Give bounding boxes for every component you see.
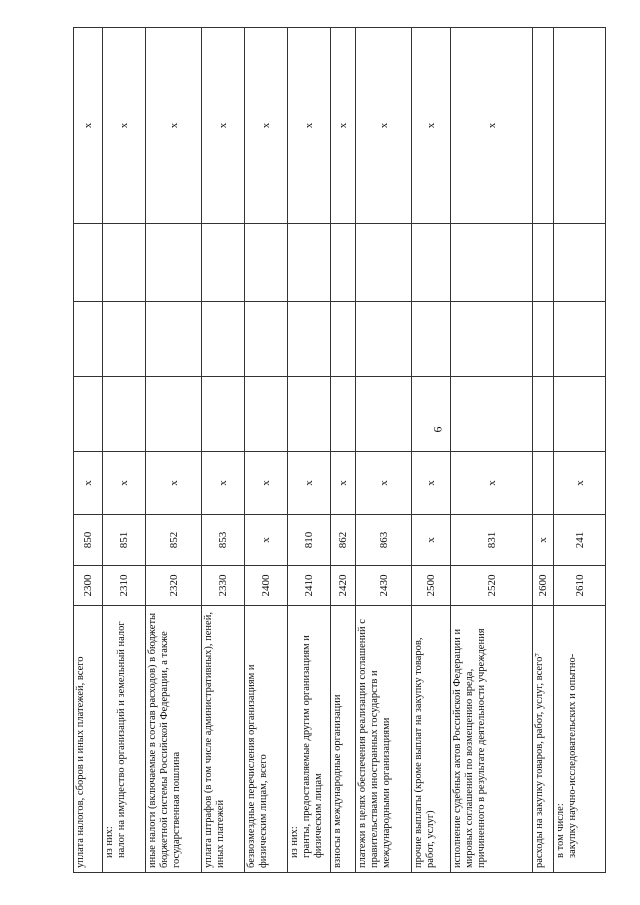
cell-value: x xyxy=(485,480,498,486)
value-cell xyxy=(202,224,245,302)
cell-value: x xyxy=(425,480,437,486)
kosgu-code-cell xyxy=(331,515,356,566)
table-row xyxy=(554,28,606,873)
line-code-cell xyxy=(245,566,288,606)
value-cell xyxy=(146,452,202,515)
value-cell xyxy=(146,28,202,224)
description-cell xyxy=(412,606,451,873)
kosgu-code-cell xyxy=(451,515,533,566)
row-description: налог на имущество организаций и земельный налог xyxy=(116,621,127,858)
table-row xyxy=(202,28,245,873)
line-code: 2320 xyxy=(167,574,180,597)
value-cell xyxy=(288,28,331,224)
value-cell xyxy=(103,452,146,515)
cell-value: x xyxy=(260,480,272,486)
row-description: иные налоги (включаемые в состав расходов) в бюджеты бюджетной системы Российской Федерации, а также государственная пошлина xyxy=(147,612,182,868)
value-cell xyxy=(202,452,245,515)
table-row xyxy=(245,28,288,873)
value-cell xyxy=(554,302,606,377)
value-cell xyxy=(533,28,554,224)
description-cell xyxy=(202,606,245,873)
table-row xyxy=(451,28,533,873)
table-row xyxy=(74,28,103,873)
value-cell xyxy=(533,302,554,377)
value-cell xyxy=(412,224,451,302)
cell-value: x xyxy=(167,480,180,486)
cell-value: x xyxy=(118,122,130,129)
value-cell xyxy=(245,224,288,302)
value-cell xyxy=(356,452,412,515)
value-cell xyxy=(74,28,103,224)
line-code: 2310 xyxy=(118,574,130,597)
line-code: 2610 xyxy=(573,574,586,597)
line-code: 2420 xyxy=(337,574,349,597)
cell-value: x xyxy=(303,480,315,486)
value-cell xyxy=(146,302,202,377)
line-code-cell xyxy=(533,566,554,606)
value-cell xyxy=(554,377,606,452)
kosgu-code-cell xyxy=(356,515,412,566)
table-row xyxy=(288,28,331,873)
cell-value: x xyxy=(337,480,349,486)
kosgu-code: 241 xyxy=(573,531,586,549)
line-code-cell xyxy=(412,566,451,606)
kosgu-code: x xyxy=(537,537,549,543)
kosgu-code: 852 xyxy=(167,531,180,549)
line-code-cell xyxy=(288,566,331,606)
value-cell xyxy=(146,377,202,452)
value-cell xyxy=(288,377,331,452)
cell-value: x xyxy=(118,480,130,486)
kosgu-code-cell xyxy=(103,515,146,566)
page-number: 6 xyxy=(430,426,445,433)
description-cell xyxy=(451,606,533,873)
cell-value: x xyxy=(377,480,390,486)
value-cell xyxy=(412,452,451,515)
kosgu-code-cell xyxy=(412,515,451,566)
value-cell xyxy=(412,377,451,452)
description-cell xyxy=(74,606,103,873)
value-cell xyxy=(451,28,533,224)
kosgu-code: 831 xyxy=(485,531,498,549)
value-cell xyxy=(554,224,606,302)
budget-table-container xyxy=(73,28,605,873)
value-cell xyxy=(245,452,288,515)
description-cell xyxy=(288,606,331,873)
cell-value: x xyxy=(82,480,94,486)
kosgu-code: x xyxy=(425,537,437,543)
cell-value: x xyxy=(485,122,498,129)
value-cell xyxy=(202,28,245,224)
table-row xyxy=(412,28,451,873)
cell-value: x xyxy=(82,122,94,129)
value-cell xyxy=(356,377,412,452)
cell-value: x xyxy=(377,122,390,129)
value-cell xyxy=(202,377,245,452)
kosgu-code: 862 xyxy=(337,531,349,549)
row-description: исполнение судебных актов Российской Федерации и мировых соглашений по возмещению вреда, причиненного в результате деятельности учреждения xyxy=(452,628,487,868)
row-description: взносы в международные организации xyxy=(332,694,343,868)
value-cell xyxy=(74,377,103,452)
row-description-prefix: из них: xyxy=(289,826,300,858)
line-code: 2400 xyxy=(260,574,272,597)
line-code: 2600 xyxy=(537,574,549,597)
value-cell xyxy=(146,224,202,302)
value-cell xyxy=(74,452,103,515)
value-cell xyxy=(103,377,146,452)
kosgu-code: 850 xyxy=(82,531,94,549)
row-description: уплата налогов, сборов и иных платежей, всего xyxy=(75,656,86,868)
kosgu-code-cell xyxy=(288,515,331,566)
table-row xyxy=(146,28,202,873)
table-row xyxy=(331,28,356,873)
value-cell xyxy=(356,28,412,224)
kosgu-code-cell xyxy=(202,515,245,566)
line-code-cell xyxy=(451,566,533,606)
value-cell xyxy=(554,28,606,224)
line-code-cell xyxy=(74,566,103,606)
kosgu-code-cell xyxy=(245,515,288,566)
table-row xyxy=(103,28,146,873)
value-cell xyxy=(331,224,356,302)
line-code: 2430 xyxy=(377,574,390,597)
value-cell xyxy=(331,28,356,224)
kosgu-code: 853 xyxy=(217,531,229,549)
kosgu-code: 810 xyxy=(303,531,315,549)
value-cell xyxy=(356,224,412,302)
description-cell xyxy=(533,606,554,873)
row-description: уплата штрафов (в том числе административных), пеней, иных платежей xyxy=(203,612,226,868)
line-code-cell xyxy=(331,566,356,606)
kosgu-code: 863 xyxy=(377,531,390,549)
row-description: прочие выплаты (кроме выплат на закупку товаров, работ, услуг) xyxy=(413,637,436,868)
kosgu-code-cell xyxy=(533,515,554,566)
value-cell xyxy=(331,377,356,452)
kosgu-code-cell xyxy=(146,515,202,566)
row-description-prefix: из них: xyxy=(104,826,115,858)
description-cell xyxy=(356,606,412,873)
cell-value: x xyxy=(573,480,586,486)
row-description: закупку научно-исследовательских и опытно- xyxy=(567,653,578,858)
value-cell xyxy=(103,28,146,224)
value-cell xyxy=(451,224,533,302)
row-description-prefix: в том числе: xyxy=(555,803,566,858)
value-cell xyxy=(202,302,245,377)
description-cell xyxy=(331,606,356,873)
kosgu-code: 851 xyxy=(118,531,130,549)
line-code-cell xyxy=(146,566,202,606)
table-row xyxy=(356,28,412,873)
cell-value: x xyxy=(217,122,229,129)
line-code-cell xyxy=(356,566,412,606)
line-code-cell xyxy=(103,566,146,606)
row-description: платежи в целях обеспечения реализации соглашений с правительствами иностранных государств и международными организациями xyxy=(357,619,392,868)
row-description: гранты, предоставляемые другим организациям и физическим лицам xyxy=(301,635,324,858)
line-code-cell xyxy=(554,566,606,606)
value-cell xyxy=(288,452,331,515)
value-cell xyxy=(288,224,331,302)
value-cell xyxy=(74,302,103,377)
value-cell xyxy=(74,224,103,302)
value-cell xyxy=(412,302,451,377)
table-row xyxy=(533,28,554,873)
cell-value: x xyxy=(217,480,229,486)
value-cell xyxy=(451,302,533,377)
description-cell xyxy=(245,606,288,873)
kosgu-code: x xyxy=(260,537,272,543)
line-code-cell xyxy=(202,566,245,606)
budget-table xyxy=(73,27,606,873)
value-cell xyxy=(554,452,606,515)
value-cell xyxy=(533,224,554,302)
cell-value: x xyxy=(337,122,349,129)
value-cell xyxy=(245,377,288,452)
value-cell xyxy=(288,302,331,377)
value-cell xyxy=(412,28,451,224)
row-description: безвозмездные перечисления организациям и физическим лицам, всего xyxy=(246,664,269,868)
line-code: 2500 xyxy=(425,574,437,597)
value-cell xyxy=(451,377,533,452)
value-cell xyxy=(356,302,412,377)
value-cell xyxy=(103,302,146,377)
value-cell xyxy=(331,452,356,515)
value-cell xyxy=(245,28,288,224)
line-code: 2330 xyxy=(217,574,229,597)
value-cell xyxy=(245,302,288,377)
cell-value: x xyxy=(167,122,180,129)
cell-value: x xyxy=(260,122,272,129)
line-code: 2410 xyxy=(303,574,315,597)
value-cell xyxy=(331,302,356,377)
kosgu-code-cell xyxy=(554,515,606,566)
description-cell xyxy=(554,606,606,873)
cell-value: x xyxy=(303,122,315,129)
kosgu-code-cell xyxy=(74,515,103,566)
line-code: 2300 xyxy=(82,574,94,597)
line-code: 2520 xyxy=(485,574,498,597)
row-description: расходы на закупку товаров, работ, услуг, всего⁷ xyxy=(534,653,545,868)
cell-value: x xyxy=(425,122,437,129)
description-cell xyxy=(103,606,146,873)
value-cell xyxy=(103,224,146,302)
value-cell xyxy=(451,452,533,515)
value-cell xyxy=(533,377,554,452)
description-cell xyxy=(146,606,202,873)
value-cell xyxy=(533,452,554,515)
